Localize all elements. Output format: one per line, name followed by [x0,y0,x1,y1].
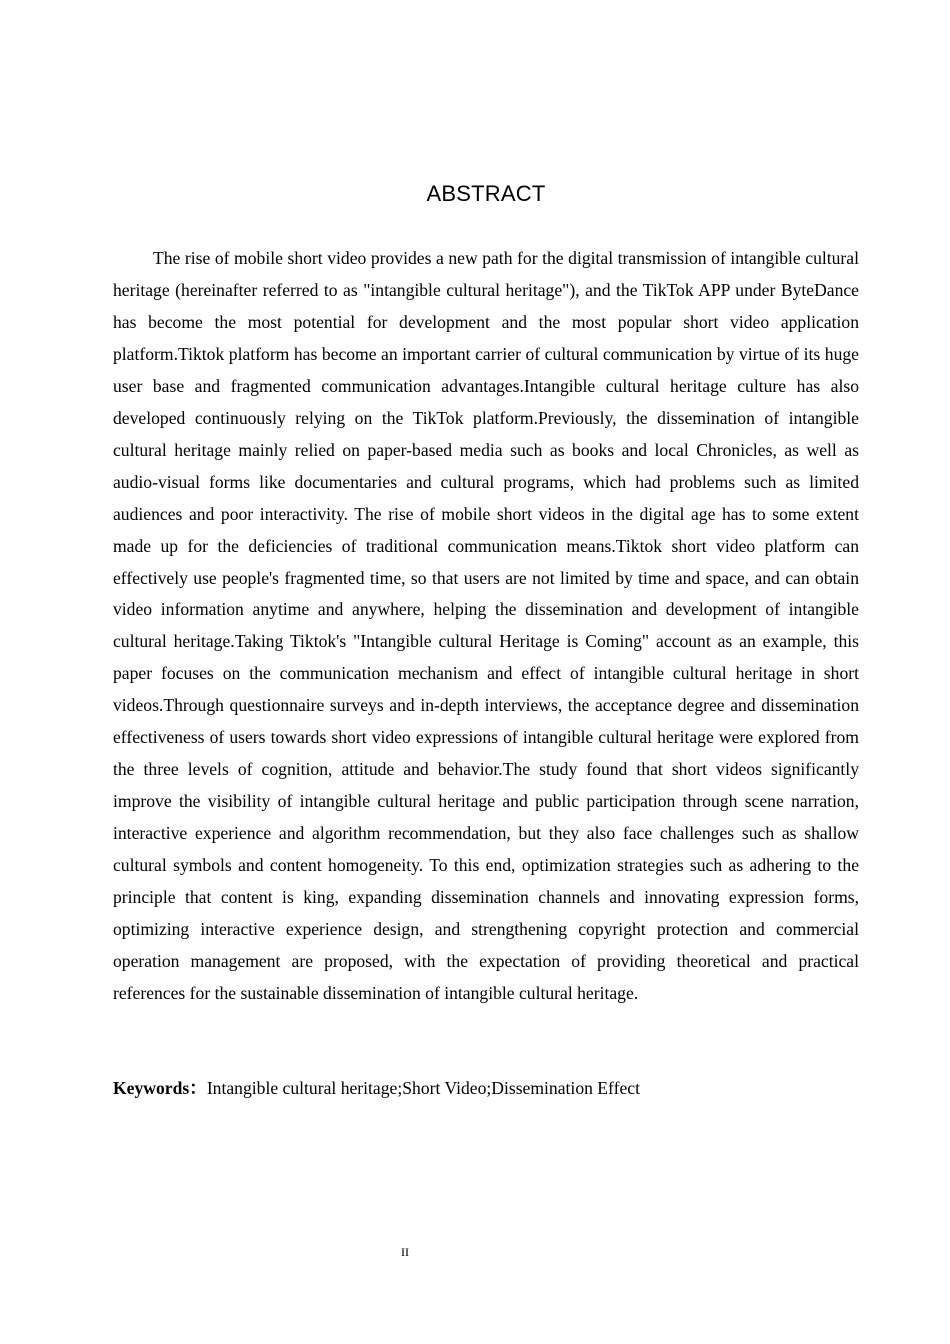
keywords-values: Intangible cultural heritage;Short Video;Dissemination Effect [206,1078,640,1098]
keywords-label: Keywords： [113,1078,207,1098]
abstract-body: The rise of mobile short video provides a new path for the digital transmission of intangible cultural heritage (hereinafter referred to as "intangible cultural heritage"), and the TikTok APP under ByteDance has become the most potential for development and the most popular short video application platform.Tiktok platform has become an important carrier of cultural communication by virtue of its huge user base and fragmented communication advantages.Intangible cultural heritage culture has also developed continuously relying on the TikTok platform.Previously, the dissemination of intangible cultural heritage mainly relied on paper-based media such as books and local Chronicles, as well as audio-visual forms like documentaries and cultural programs, which had problems such as limited audiences and poor interactivity. The rise of mobile short videos in the digital age has to some extent made up for the deficiencies of traditional communication means.Tiktok short video platform can effectively use people's fragmented time, so that users are not limited by time and space, and can obtain video information anytime and anywhere, helping the dissemination and development of intangible cultural heritage.Taking Tiktok's "Intangible cultural Heritage is Coming" account as an example, this paper focuses on the communication mechanism and effect of intangible cultural heritage in short videos.Through questionnaire surveys and in-depth interviews, the acceptance degree and dissemination effectiveness of users towards short video expressions of intangible cultural heritage were explored from the three levels of cognition, attitude and behavior.The study found that short videos significantly improve the visibility of intangible cultural heritage and public participation through scene narration, interactive experience and algorithm recommendation, but they also face challenges such as shallow cultural symbols and content homogeneity. To this end, optimization strategies such as adhering to the principle that content is king, expanding dissemination channels and innovating expression forms, optimizing interactive experience design, and strengthening copyright protection and commercial operation management are proposed, with the expectation of providing theoretical and practical references for the sustainable dissemination of intangible cultural heritage. [113,248,859,1003]
page-number: II [401,1245,409,1259]
keywords-line [113,1073,859,1104]
abstract-title: ABSTRACT [426,181,546,206]
